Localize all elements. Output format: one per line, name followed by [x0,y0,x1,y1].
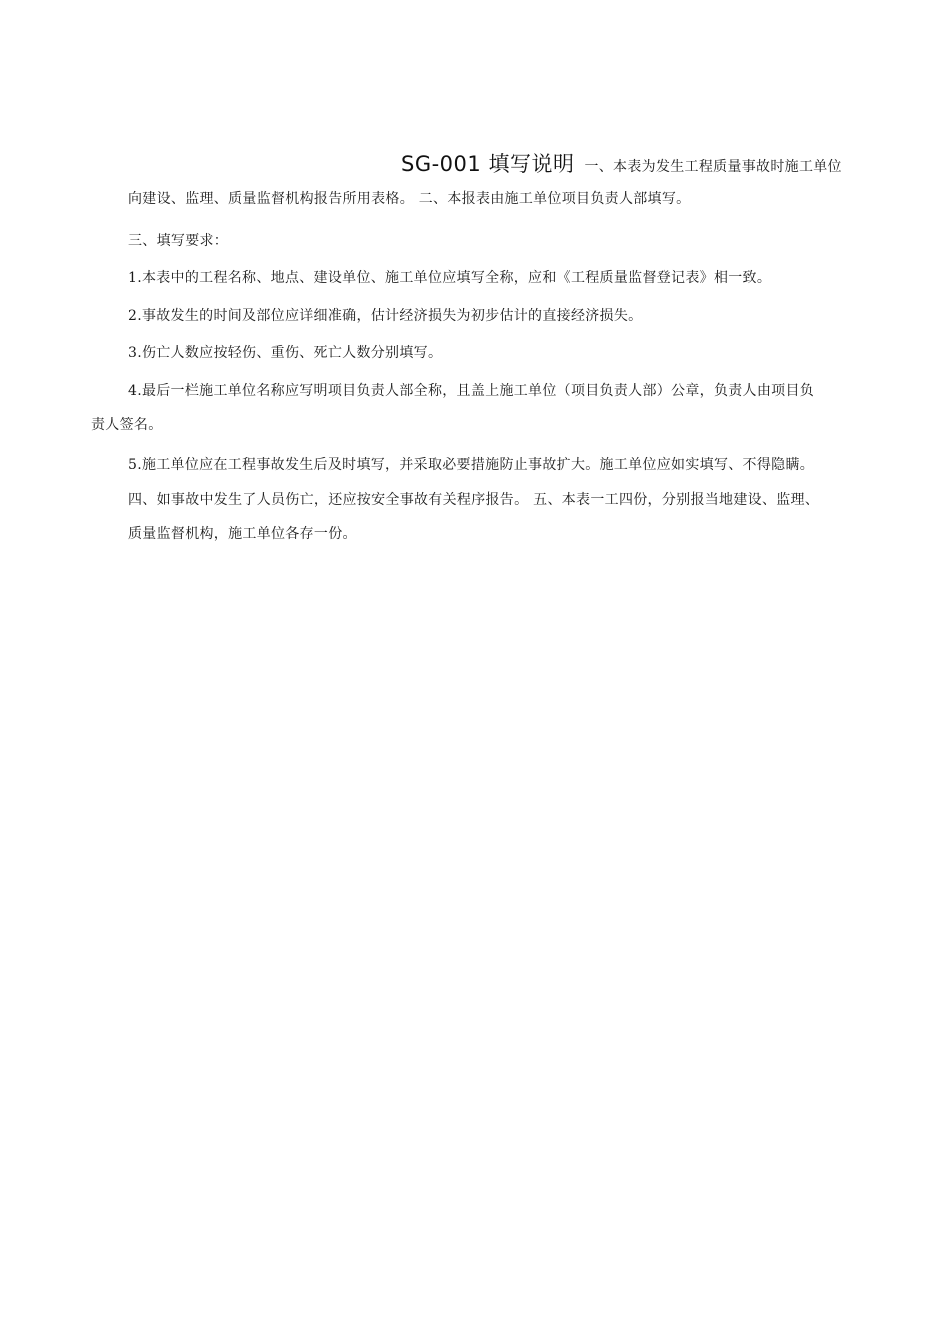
requirement-4-line-2: 责人签名。 [91,417,163,433]
item-1-text-start: 一、本表为发生工程质量事故时施工单位 [584,159,842,175]
requirement-3: 3.伤亡人数应按轻伤、重伤、死亡人数分别填写。 [128,345,443,361]
requirement-1: 1.本表中的工程名称、地点、建设单位、施工单位应填写全称，应和《工程质量监督登记表》相一致。 [128,270,772,286]
requirement-5: 5.施工单位应在工程事故发生后及时填写，并采取必要措施防止事故扩大。施工单位应如实填写、不得隐瞒。 [128,457,815,473]
requirement-4-line-1: 4.最后一栏施工单位名称应写明项目负责人部全称，且盖上施工单位（项目负责人部）公章，负责人由项目负 [128,383,815,399]
items-4-5-line-2: 质量监督机构，施工单位各存一份。 [128,526,357,542]
item-1-text-continued: 向建设、监理、质量监督机构报告所用表格。 二、本报表由施工单位项目负责人部填写。 [128,191,691,207]
items-4-5-line-1: 四、如事故中发生了人员伤亡，还应按安全事故有关程序报告。 五、本表一工四份，分别报当地建设、监理、 [128,492,820,508]
document-title: SG-001 填写说明 [401,152,575,176]
title-line [401,148,842,178]
requirement-2: 2.事故发生的时间及部位应详细准确，估计经济损失为初步估计的直接经济损失。 [128,308,643,324]
requirements-heading: 三、填写要求： [128,233,229,249]
